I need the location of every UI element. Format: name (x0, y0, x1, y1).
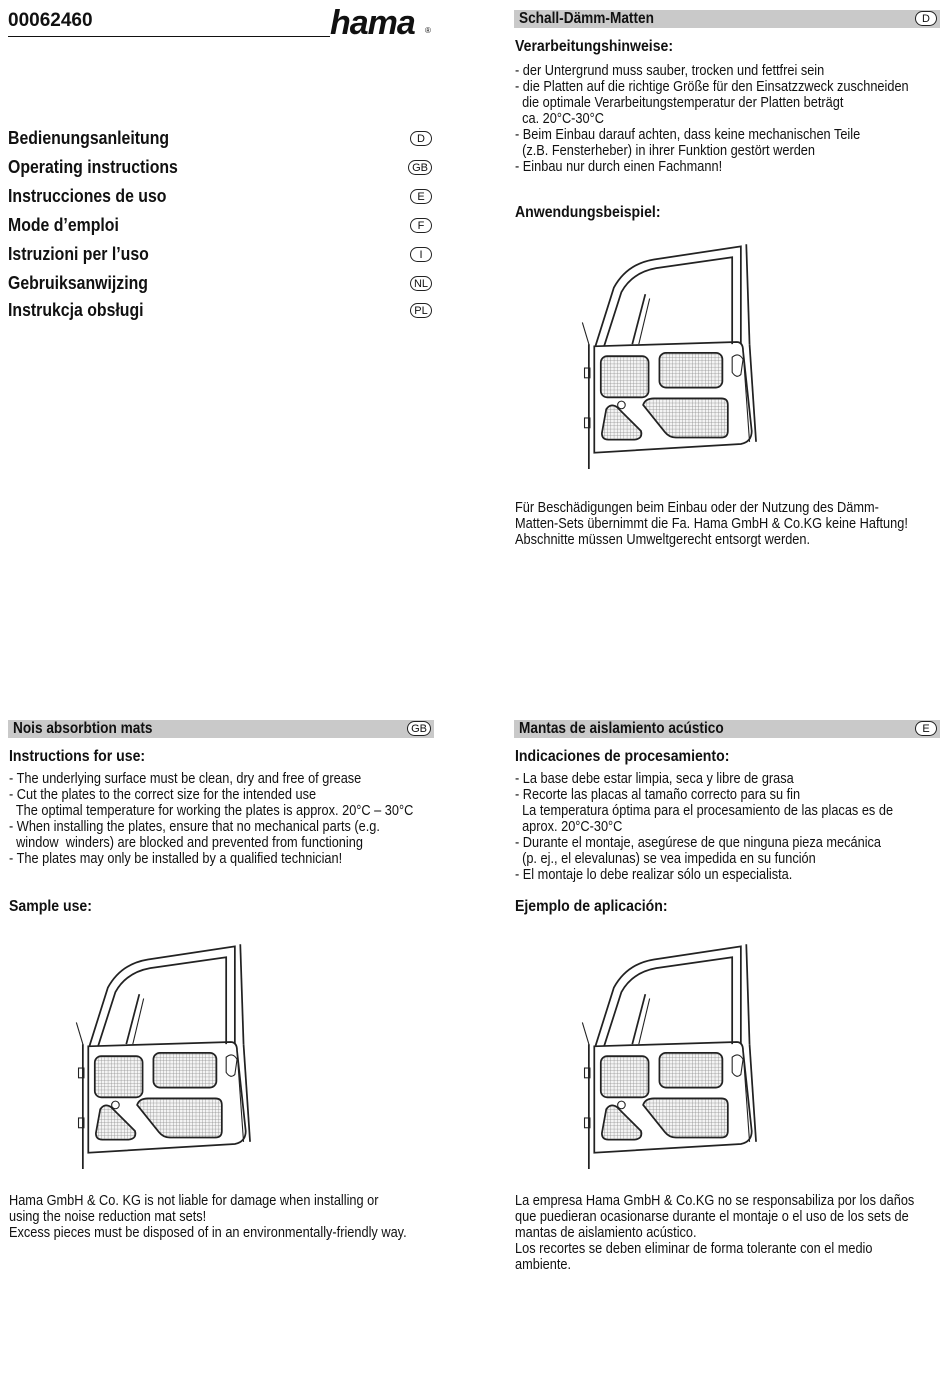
instructions-list (515, 63, 909, 175)
section-language-badge: D (915, 11, 937, 26)
language-label: Instrukcja obsługi (8, 300, 144, 320)
language-label: Gebruiksanwijzing (8, 273, 148, 293)
instruction-line: (z.B. Fensterheber) in ihrer Funktion gestört werden (515, 143, 815, 159)
instruction-line: - Cut the plates to the correct size for the intended use (9, 787, 317, 803)
language-row-nl (8, 273, 434, 297)
language-row-de (8, 128, 434, 152)
instruction-line: - When installing the plates, ensure that no mechanical parts (e.g. (9, 819, 380, 835)
product-code: 00062460 (8, 10, 93, 31)
car-door-illustration (578, 230, 768, 480)
instruction-line: La temperatura óptima para el procesamiento de las placas es de (515, 803, 894, 819)
note-line: Abschnitte müssen Umweltgerecht entsorgt werden. (515, 532, 811, 548)
language-code-badge: E (410, 189, 432, 204)
registered-mark: ® (425, 26, 431, 35)
note-line: Matten-Sets übernimmt die Fa. Hama GmbH & Co.KG keine Haftung! (515, 516, 908, 532)
section-title: Mantas de aislamiento acústico (519, 720, 724, 737)
language-row-es (8, 186, 434, 210)
note-line: La empresa Hama GmbH & Co.KG no se responsabiliza por los daños (515, 1193, 915, 1209)
note-line: Hama GmbH & Co. KG is not liable for damage when installing or (9, 1193, 379, 1209)
note-line: ambiente. (515, 1257, 572, 1273)
instruction-line: - The underlying surface must be clean, dry and free of grease (9, 771, 362, 787)
instruction-line: - der Untergrund muss sauber, trocken und fettfrei sein (515, 63, 825, 79)
section-language-badge: E (915, 721, 937, 736)
instruction-line: - Recorte las placas al tamaño correcto para su fin (515, 787, 801, 803)
note-line: Los recortes se deben eliminar de forma tolerante con el medio (515, 1241, 873, 1257)
language-code-badge: PL (410, 303, 432, 318)
language-code-badge: NL (410, 276, 432, 291)
section-title: Nois absorbtion mats (13, 720, 153, 737)
brand-logo: hama (330, 4, 415, 42)
instructions-heading: Verarbeitungshinweise: (515, 38, 674, 55)
instruction-line: - Durante el montaje, asegúrese de que ninguna pieza mecánica (515, 835, 882, 851)
language-code-badge: F (410, 218, 432, 233)
instruction-line: - La base debe estar limpia, seca y libre de grasa (515, 771, 794, 787)
note-line: que puedieran ocasionarse durante el montaje o el uso de los sets de (515, 1209, 909, 1225)
note-line: Excess pieces must be disposed of in an environmentally-friendly way. (9, 1225, 407, 1241)
instruction-line: window winders) are blocked and prevented from functioning (9, 835, 363, 851)
language-row-it (8, 244, 434, 268)
example-heading: Ejemplo de aplicación: (515, 898, 668, 915)
language-code-badge: D (410, 131, 432, 146)
instructions-list (515, 771, 893, 883)
instruction-line: - Beim Einbau darauf achten, dass keine mechanischen Teile (515, 127, 861, 143)
language-code-badge: I (410, 247, 432, 262)
header-rule (8, 36, 330, 37)
language-label: Operating instructions (8, 157, 178, 177)
instruction-line: - El montaje lo debe realizar sólo un especialista. (515, 867, 793, 883)
section-language-badge: GB (407, 721, 431, 736)
section-title-bar (8, 720, 434, 738)
language-row-fr (8, 215, 434, 239)
instruction-line: die optimale Verarbeitungstemperatur der Platten beträgt (515, 95, 844, 111)
instruction-line: - The plates may only be installed by a qualified technician! (9, 851, 343, 867)
language-row-pl (8, 300, 434, 324)
instruction-line: - die Platten auf die richtige Größe für den Einsatzzweck zuschneiden (515, 79, 909, 95)
car-door-illustration (578, 930, 768, 1180)
instruction-line: The optimal temperature for working the plates is approx. 20°C – 30°C (9, 803, 414, 819)
section-title: Schall-Dämm-Matten (519, 10, 654, 27)
instruction-line: - Einbau nur durch einen Fachmann! (515, 159, 723, 175)
language-label: Mode d’emploi (8, 215, 119, 235)
note-line: mantas de aislamiento acústico. (515, 1225, 697, 1241)
car-door-illustration (72, 930, 262, 1180)
language-label: Instrucciones de uso (8, 186, 167, 206)
instruction-line: aprox. 20°C-30°C (515, 819, 623, 835)
example-heading: Anwendungsbeispiel: (515, 204, 661, 221)
instructions-list (9, 771, 413, 867)
instructions-heading: Instructions for use: (9, 748, 146, 765)
language-code-badge: GB (408, 160, 432, 175)
language-label: Bedienungsanleitung (8, 128, 170, 148)
note-line: Für Beschädigungen beim Einbau oder der Nutzung des Dämm- (515, 500, 879, 516)
section-title-bar (514, 720, 940, 738)
liability-note (515, 1193, 914, 1273)
liability-note (515, 500, 908, 548)
instruction-line: ca. 20°C-30°C (515, 111, 604, 127)
language-row-gb (8, 157, 434, 181)
liability-note (9, 1193, 407, 1241)
instructions-heading: Indicaciones de procesamiento: (515, 748, 730, 765)
example-heading: Sample use: (9, 898, 92, 915)
section-title-bar (514, 10, 940, 28)
instruction-line: (p. ej., el elevalunas) se vea impedida en su función (515, 851, 816, 867)
language-label: Istruzioni per l’uso (8, 244, 149, 264)
note-line: using the noise reduction mat sets! (9, 1209, 207, 1225)
